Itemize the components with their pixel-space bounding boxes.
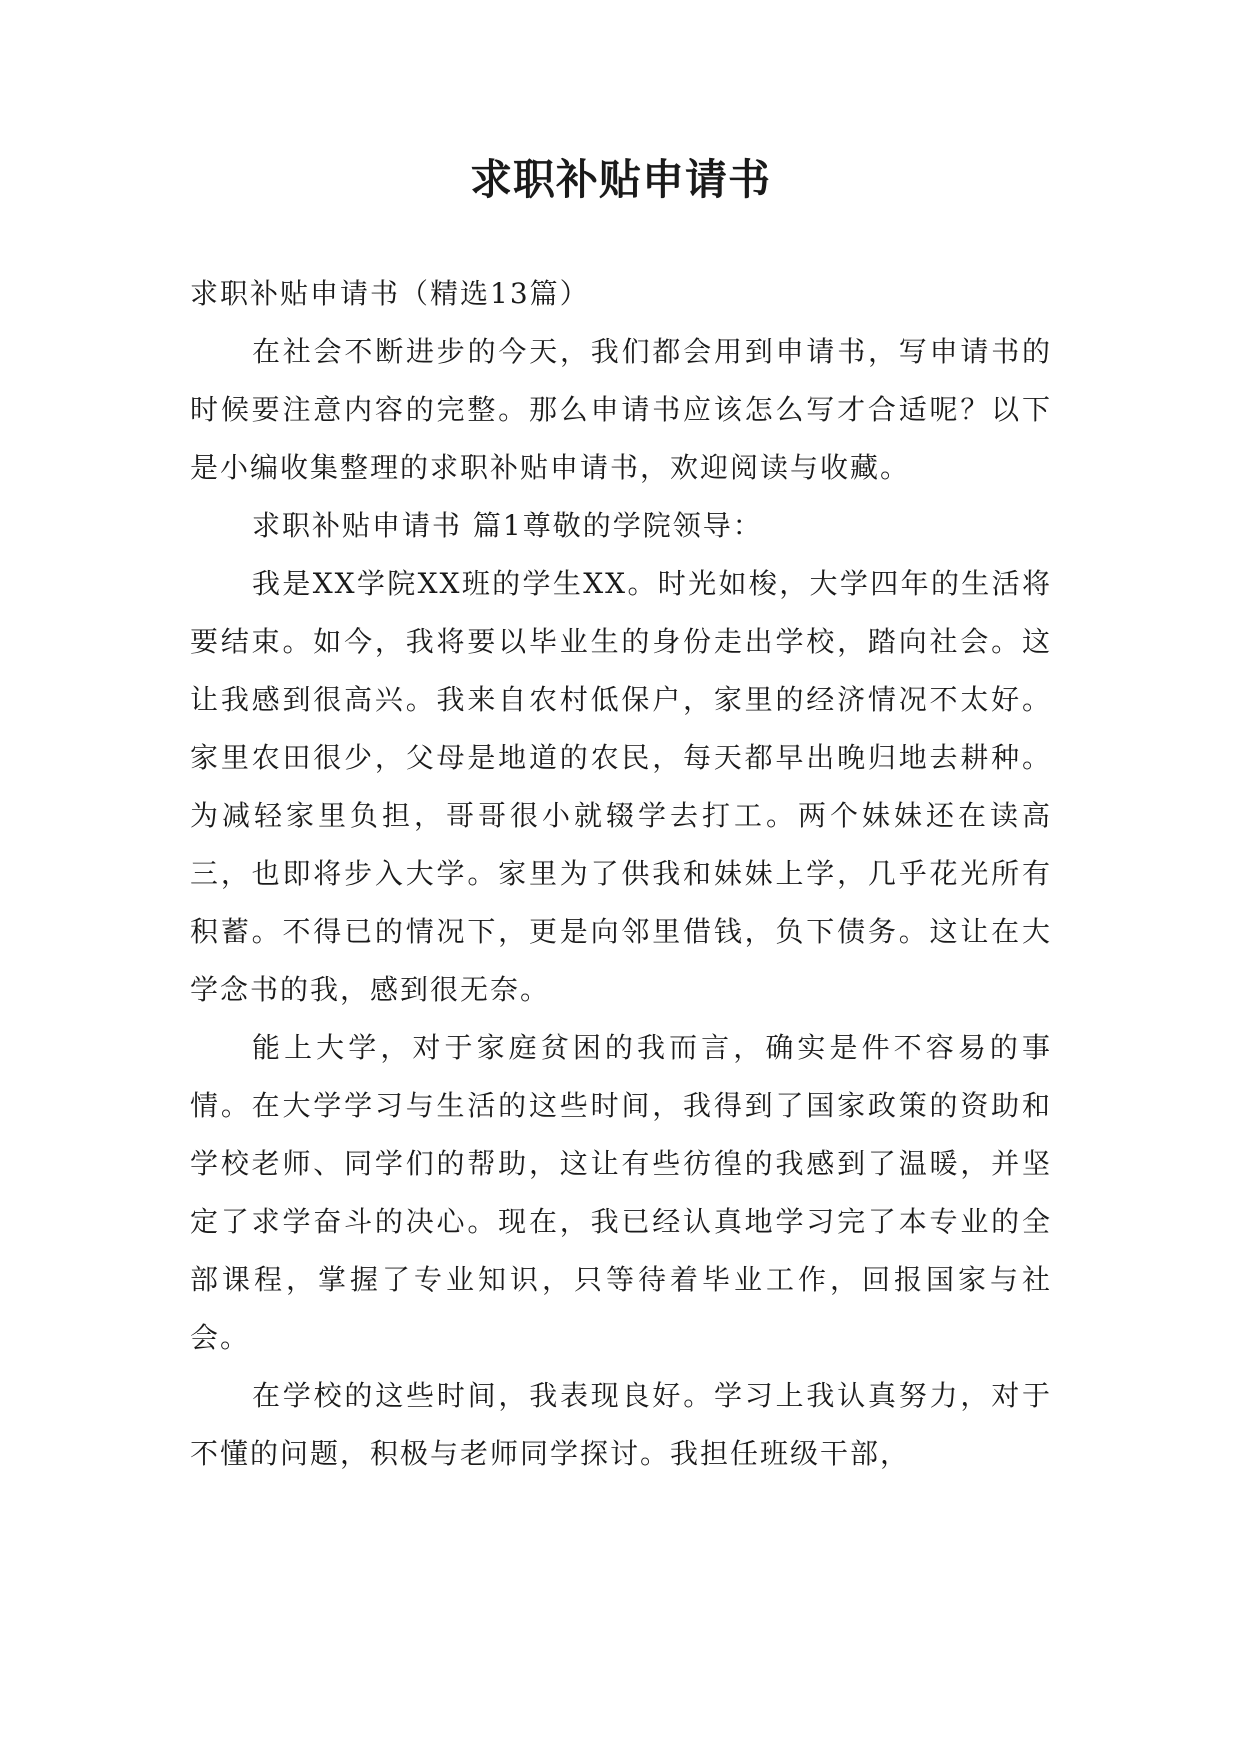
paragraph-intro: 在社会不断进步的今天，我们都会用到申请书，写申请书的时候要注意内容的完整。那么申请书应该怎么写才合适呢？以下是小编收集整理的求职补贴申请书，欢迎阅读与收藏。	[190, 335, 1052, 484]
paragraph-study: 能上大学，对于家庭贫困的我而言，确实是件不容易的事情。在大学学习与生活的这些时间，我得到了国家政策的资助和学校老师、同学们的帮助，这让有些彷徨的我感到了温暖，并坚定了求学奋斗的决心。现在，我已经认真地学习完了本专业的全部课程，掌握了专业知识，只等待着毕业工作，回报国家与社会。	[190, 1031, 1052, 1354]
paragraph-performance: 在学校的这些时间，我表现良好。学习上我认真努力，对于不懂的问题，积极与老师同学探讨。我担任班级干部，	[190, 1379, 1052, 1470]
document-title: 求职补贴申请书	[469, 155, 771, 204]
document-body	[190, 265, 1052, 1483]
paragraph-subtitle: 求职补贴申请书（精选13篇）	[190, 277, 590, 310]
paragraph-salutation: 求职补贴申请书 篇1尊敬的学院领导：	[252, 509, 763, 542]
paragraph-background: 我是XX学院XX班的学生XX。时光如梭，大学四年的生活将要结束。如今，我将要以毕业生的身份走出学校，踏向社会。这让我感到很高兴。我来自农村低保户，家里的经济情况不太好。家里农田很少，父母是地道的农民，每天都早出晚归地去耕种。为减轻家里负担，哥哥很小就辍学去打工。两个妹妹还在读高三，也即将步入大学。家里为了供我和妹妹上学，几乎花光所有积蓄。不得已的情况下，更是向邻里借钱，负下债务。这让在大学念书的我，感到很无奈。	[190, 567, 1052, 1006]
